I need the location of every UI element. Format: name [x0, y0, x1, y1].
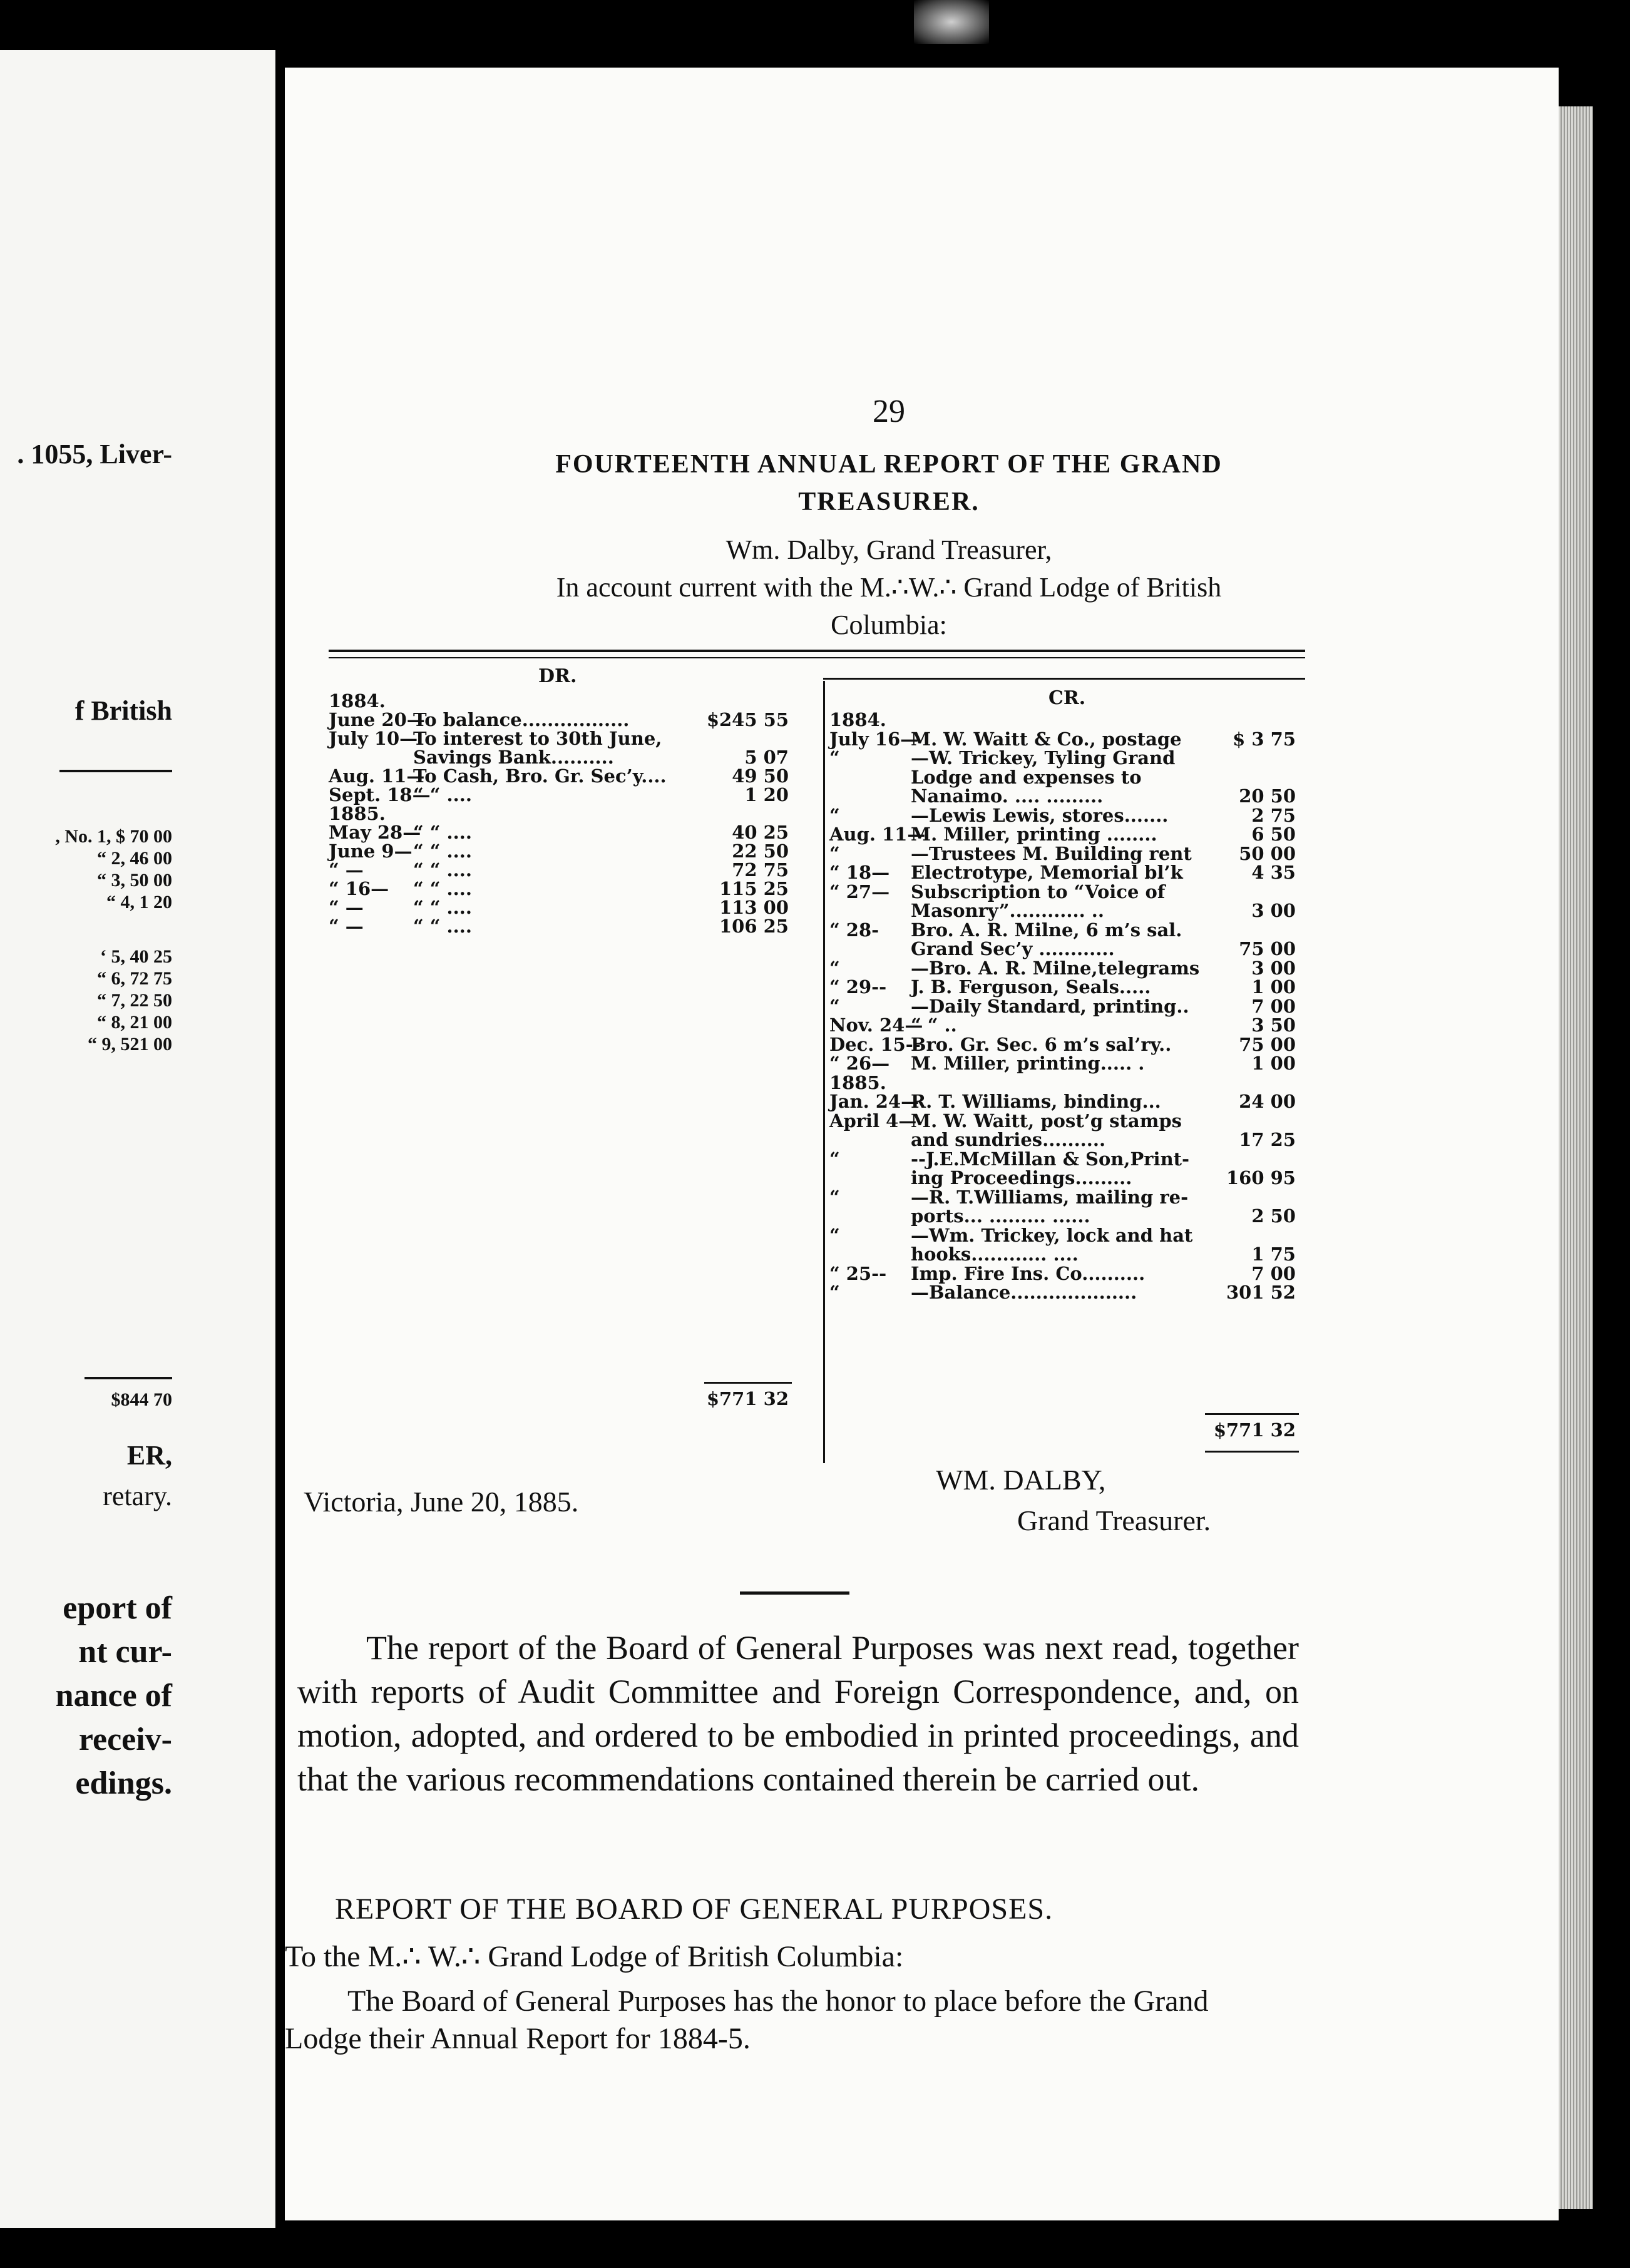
- dr-description: To Cash, Bro. Gr. Sec’y....: [413, 765, 667, 787]
- cr-description: J. B. Ferguson, Seals.....: [911, 976, 1151, 998]
- book-page-edge: [1559, 106, 1593, 2209]
- left-page-line: . 1055, Liver-: [17, 439, 172, 469]
- cr-description: --J.E.McMillan & Son,Print-: [911, 1148, 1190, 1170]
- left-page-line: f British: [74, 695, 172, 726]
- cr-amount: 4 35: [1251, 862, 1296, 883]
- cr-date: “ 25--: [829, 1262, 887, 1284]
- cr-date: “: [829, 957, 840, 979]
- dr-date: 1885.: [329, 803, 386, 824]
- left-page-line: “ 8, 21 00: [97, 1012, 172, 1033]
- dr-heading: DR.: [538, 665, 577, 687]
- cr-date: “ 28-: [829, 919, 879, 941]
- scan-blot: [914, 0, 989, 44]
- cr-amount: 2 50: [1251, 1205, 1296, 1227]
- cr-total-rule-bottom: [1205, 1451, 1299, 1453]
- left-page-rule: [59, 770, 172, 772]
- cr-description: Lodge and expenses to: [911, 766, 1142, 788]
- cr-description: —R. T.Williams, mailing re-: [911, 1186, 1189, 1208]
- cr-description: Bro. A. R. Milne, 6 m’s sal.: [911, 919, 1182, 941]
- cr-amount: 3 00: [1251, 900, 1296, 921]
- dr-amount: 40 25: [732, 822, 789, 843]
- cr-description: Electrotype, Memorial bl’k: [911, 862, 1183, 883]
- cr-amount: 6 50: [1251, 824, 1296, 845]
- body-paragraph: The report of the Board of General Purposes was next read, together with reports of Audit Committee and Foreign Correspondence, and, on motion, adopted, and ordered to be embodied in printed proceedings, and that the various recommendations contained therein be carried out.: [297, 1629, 1299, 1798]
- report-intro: The Board of General Purposes has the honor to place before the Grand Lodge their Annual Report for 1884-5.: [285, 1984, 1209, 2055]
- cr-description: —Bro. A. R. Milne,telegrams: [911, 957, 1200, 979]
- dr-description: “ “ ....: [413, 878, 472, 899]
- dr-amount: 113 00: [719, 897, 789, 918]
- cr-amount: 75 00: [1239, 1033, 1296, 1055]
- cr-description: Nanaimo. .... .........: [911, 785, 1104, 807]
- dr-description: Savings Bank..........: [413, 747, 614, 768]
- cr-amount: 20 50: [1239, 785, 1296, 807]
- dr-amount: 22 50: [732, 840, 789, 862]
- dr-date: “ —: [329, 859, 364, 881]
- left-page-line: ‘ 5, 40 25: [100, 946, 172, 967]
- left-page-line: “ 6, 72 75: [97, 968, 172, 989]
- place-and-date: Victoria, June 20, 1885.: [304, 1486, 579, 1518]
- dr-date: “ —: [329, 897, 364, 918]
- cr-description: Masonry”............ ..: [911, 900, 1104, 921]
- cr-date: “ 27—: [829, 881, 890, 902]
- account-line: In account current with the M.∴W.∴ Grand Lodge of British: [556, 572, 1222, 603]
- dr-total-rule: [704, 1382, 792, 1384]
- cr-description: M. W. Waitt, post’g stamps: [911, 1110, 1182, 1131]
- cr-amount: 1 75: [1251, 1244, 1296, 1265]
- left-page-total: $844 70: [111, 1389, 172, 1410]
- left-facing-page: [0, 50, 275, 2228]
- cr-description: Imp. Fire Ins. Co..........: [911, 1262, 1146, 1284]
- page-number: 29: [873, 394, 905, 429]
- report-title-continued: TREASURER.: [798, 488, 980, 516]
- cr-amount: 1 00: [1251, 1053, 1296, 1074]
- dr-amount: $245 55: [706, 709, 789, 730]
- cr-description: and sundries..........: [911, 1129, 1106, 1150]
- signatory-role: Grand Treasurer.: [1017, 1504, 1211, 1536]
- left-page-line: eport of: [63, 1590, 172, 1626]
- dr-date: “ —: [329, 916, 364, 937]
- cr-description: M. W. Waitt & Co., postage: [911, 728, 1182, 750]
- dr-date: July 10—: [329, 728, 418, 749]
- cr-date: “: [829, 804, 840, 826]
- cr-date: “: [829, 1148, 840, 1170]
- dr-description: “ “ ....: [413, 897, 472, 918]
- account-line-continued: Columbia:: [831, 610, 947, 640]
- ledger-top-rule-thin: [329, 657, 1305, 658]
- cr-date: “ 29--: [829, 976, 887, 998]
- dr-description: To balance.................: [413, 709, 630, 730]
- cr-date: Jan. 24—: [829, 1091, 920, 1112]
- cr-description: R. T. Williams, binding...: [911, 1091, 1161, 1112]
- left-page-line: receiv-: [78, 1722, 172, 1757]
- cr-amount: 3 50: [1251, 1014, 1296, 1036]
- cr-amount: 160 95: [1226, 1167, 1296, 1188]
- section-heading: REPORT OF THE BOARD OF GENERAL PURPOSES.: [335, 1893, 1053, 1926]
- cr-description: —Trustees M. Building rent: [911, 842, 1192, 864]
- cr-description: M. Miller, printing ........: [911, 824, 1157, 845]
- cr-description: —Wm. Trickey, lock and hat: [911, 1224, 1193, 1246]
- cr-date: “: [829, 1186, 840, 1208]
- cr-date: “: [829, 842, 840, 864]
- report-title: FOURTEENTH ANNUAL REPORT OF THE GRAND: [555, 450, 1222, 479]
- cr-date: “: [829, 995, 840, 1017]
- left-page-rule: [85, 1377, 172, 1379]
- dr-date: Aug. 11—: [329, 765, 425, 787]
- dr-date: “ 16—: [329, 878, 389, 899]
- cr-date: “ 26—: [829, 1053, 890, 1074]
- dr-date: June 9—: [329, 840, 413, 862]
- left-page-line: nt cur-: [78, 1634, 172, 1670]
- cr-description: “ “ ..: [911, 1014, 957, 1036]
- dr-amount: 49 50: [732, 765, 789, 787]
- dr-amount: 106 25: [719, 916, 789, 937]
- cr-description: —Daily Standard, printing..: [911, 995, 1189, 1017]
- left-page-line: retary.: [103, 1481, 172, 1511]
- dr-description: To interest to 30th June,: [413, 728, 662, 749]
- cr-date: Nov. 24—: [829, 1014, 923, 1036]
- cr-amount: 2 75: [1251, 804, 1296, 826]
- dr-total: $771 32: [706, 1388, 789, 1409]
- cr-amount: 1 00: [1251, 976, 1296, 998]
- cr-date: Dec. 15--: [829, 1033, 921, 1055]
- cr-description: ports... ......... ......: [911, 1205, 1090, 1227]
- dr-amount: 72 75: [732, 859, 789, 881]
- cr-amount: 301 52: [1226, 1282, 1296, 1303]
- dr-description: “ “ ....: [413, 840, 472, 862]
- left-page-line: , No. 1, $ 70 00: [55, 826, 172, 847]
- signatory-name: WM. DALBY,: [936, 1464, 1106, 1496]
- dr-date: May 28—: [329, 822, 421, 843]
- left-page-line: edings.: [75, 1765, 172, 1801]
- ledger-divider: [823, 681, 825, 1463]
- cr-date: Aug. 11—: [829, 824, 926, 845]
- dr-date: Sept. 18—: [329, 784, 431, 805]
- section-divider: [740, 1591, 849, 1595]
- dr-description: “ “ ....: [413, 916, 472, 937]
- cr-total-rule-top: [1205, 1413, 1299, 1415]
- cr-amount: 17 25: [1239, 1129, 1296, 1150]
- cr-description: —Lewis Lewis, stores.......: [911, 804, 1169, 826]
- cr-description: —W. Trickey, Tyling Grand: [911, 747, 1176, 769]
- cr-date: “: [829, 1282, 840, 1303]
- dr-description: “ “ ....: [413, 784, 472, 805]
- dr-amount: 1 20: [744, 784, 789, 805]
- cr-description: ing Proceedings.........: [911, 1167, 1132, 1188]
- dr-amount: 5 07: [744, 747, 789, 768]
- salutation: To the M.∴ W.∴ Grand Lodge of British Columbia:: [285, 1940, 904, 1973]
- cr-date: April 4—: [829, 1110, 917, 1131]
- ledger-top-rule: [329, 650, 1305, 652]
- left-page-line: “ 9, 521 00: [88, 1034, 172, 1055]
- main-page: [285, 68, 1559, 2220]
- left-page-line: “ 3, 50 00: [97, 870, 172, 891]
- dr-description: “ “ ....: [413, 859, 472, 881]
- cr-description: —Balance....................: [911, 1282, 1137, 1303]
- cr-amount: $ 3 75: [1233, 728, 1296, 750]
- cr-date: 1884.: [829, 709, 886, 730]
- dr-amount: 115 25: [719, 878, 789, 899]
- cr-description: Bro. Gr. Sec. 6 m’s sal’ry..: [911, 1033, 1172, 1055]
- dr-description: “ “ ....: [413, 822, 472, 843]
- cr-amount: 3 00: [1251, 957, 1296, 979]
- left-page-line: “ 4, 1 20: [106, 892, 172, 912]
- left-page-line: “ 7, 22 50: [97, 990, 172, 1011]
- cr-amount: 75 00: [1239, 938, 1296, 959]
- dr-date: 1884.: [329, 690, 386, 712]
- ledger-cr-rule: [823, 678, 1305, 680]
- dr-date: June 20—: [329, 709, 425, 730]
- cr-description: hooks............ ....: [911, 1244, 1079, 1265]
- cr-date: “: [829, 747, 840, 769]
- cr-description: M. Miller, printing..... .: [911, 1053, 1145, 1074]
- cr-description: Subscription to “Voice of: [911, 881, 1166, 902]
- cr-date: July 16—: [829, 728, 919, 750]
- left-page-line: “ 2, 46 00: [97, 848, 172, 869]
- left-page-line: ER,: [126, 1440, 172, 1471]
- cr-amount: 50 00: [1239, 842, 1296, 864]
- treasurer-name-line: Wm. Dalby, Grand Treasurer,: [725, 534, 1052, 565]
- cr-date: “: [829, 1224, 840, 1246]
- cr-amount: 24 00: [1239, 1091, 1296, 1112]
- cr-date: 1885.: [829, 1071, 886, 1093]
- cr-date: “ 18—: [829, 862, 890, 883]
- cr-description: Grand Sec’y ............: [911, 938, 1115, 959]
- cr-amount: 7 00: [1251, 1262, 1296, 1284]
- left-page-line: nance of: [55, 1678, 172, 1714]
- cr-heading: CR.: [1048, 687, 1086, 709]
- cr-amount: 7 00: [1251, 995, 1296, 1017]
- cr-total: $771 32: [1213, 1419, 1296, 1441]
